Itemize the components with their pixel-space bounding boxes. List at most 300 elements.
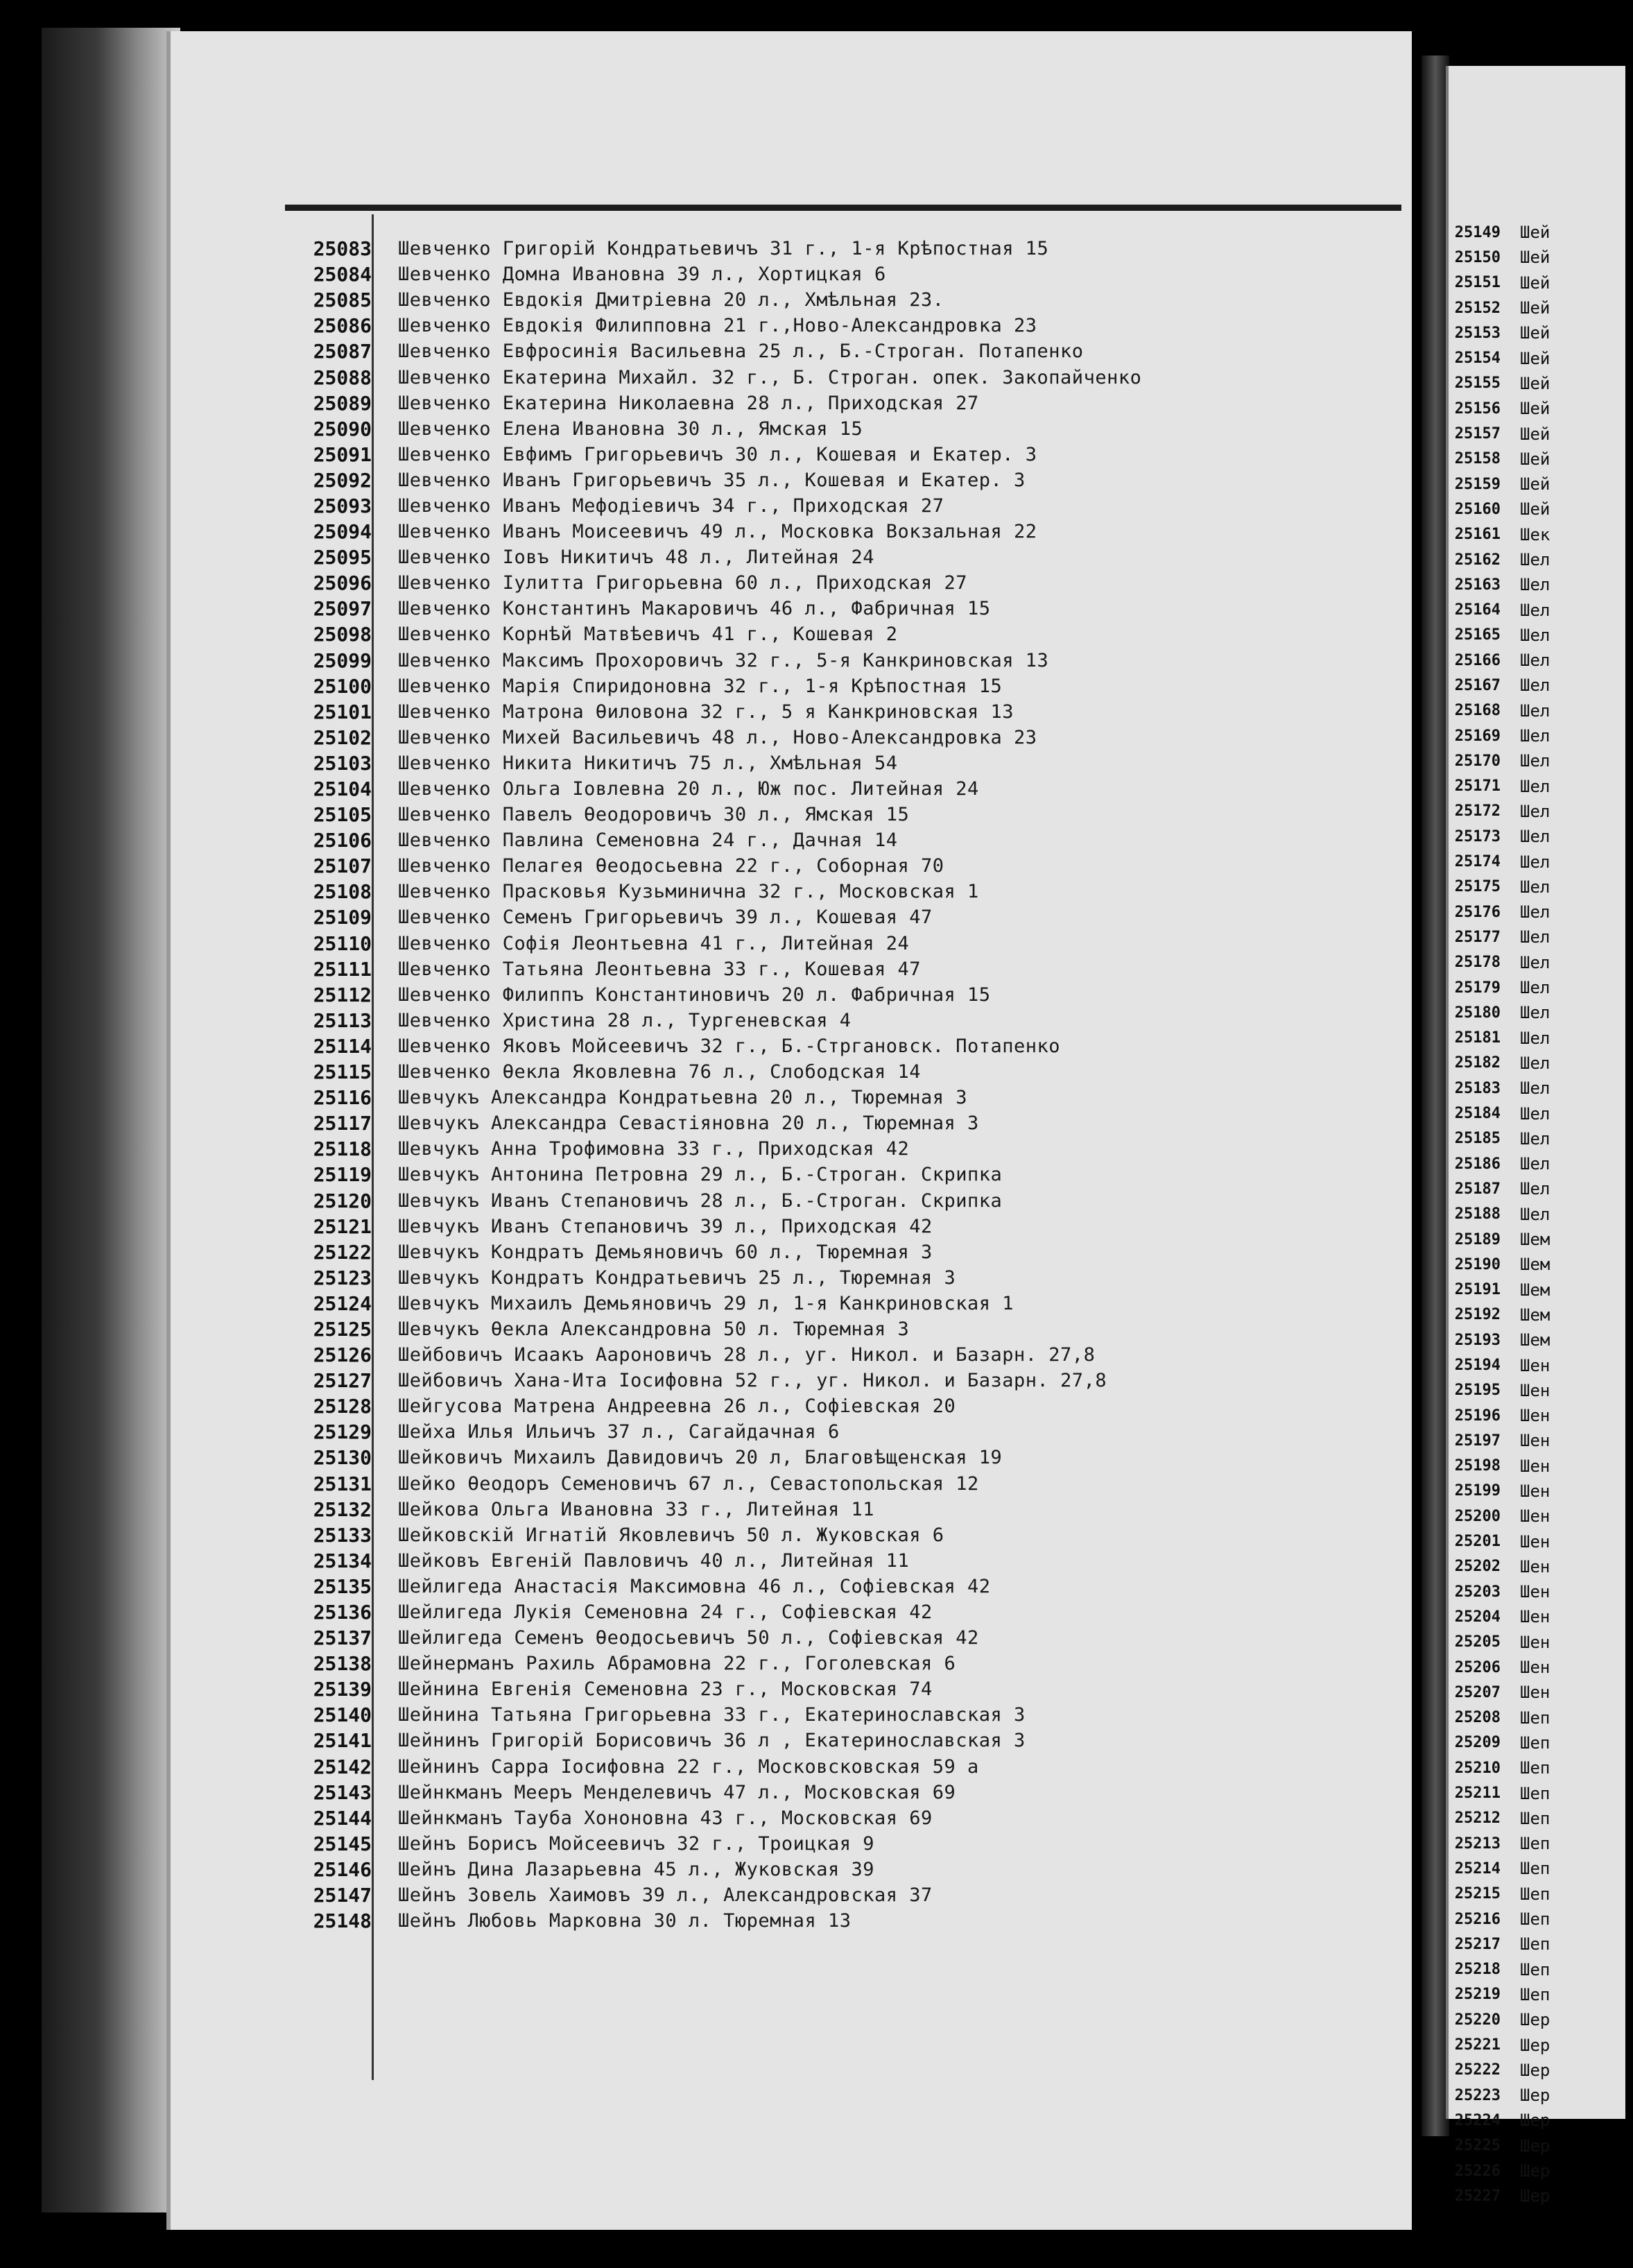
entry-number: 25115 — [313, 1060, 372, 1084]
next-entry-number: 25174 — [1454, 853, 1501, 871]
next-entry-text: Шел — [1520, 902, 1550, 922]
entry-number: 25084 — [313, 263, 372, 286]
next-page-row — [1449, 597, 1625, 622]
next-entry-number: 25189 — [1454, 1230, 1501, 1248]
next-entry-text: Шеп — [1520, 1859, 1550, 1879]
entry-text: Шевченко Павелъ Ѳеодоровичъ 30 л., Ямская 15 — [398, 804, 910, 826]
next-page-row — [1449, 2158, 1625, 2183]
listing-row — [285, 750, 1381, 776]
next-page-row — [1449, 1126, 1625, 1151]
next-entry-text: Шел — [1520, 852, 1550, 872]
listing-row — [285, 1136, 1381, 1162]
listing-row — [285, 1754, 1381, 1780]
entry-number: 25085 — [313, 289, 372, 312]
listing-row — [285, 1162, 1381, 1187]
next-page-row — [1449, 572, 1625, 597]
next-page-row — [1449, 723, 1625, 748]
next-entry-number: 25152 — [1454, 299, 1501, 317]
next-entry-number: 25204 — [1454, 1608, 1501, 1626]
entry-text: Шевченко Григорій Кондратьевичъ 31 г., 1-я Крѣпостная 15 — [398, 238, 1049, 260]
next-entry-text: Шел — [1520, 701, 1550, 721]
next-page-row — [1449, 2133, 1625, 2158]
listing-row — [285, 1882, 1381, 1908]
entry-number: 25123 — [313, 1266, 372, 1289]
next-entry-number: 25151 — [1454, 274, 1501, 292]
entry-number: 25127 — [313, 1369, 372, 1393]
next-entry-number: 25184 — [1454, 1105, 1501, 1123]
next-entry-text: Шел — [1520, 801, 1550, 821]
entry-number: 25094 — [313, 520, 372, 544]
next-entry-number: 25213 — [1454, 1835, 1501, 1853]
next-entry-number: 25198 — [1454, 1457, 1501, 1475]
entry-number: 25106 — [313, 829, 372, 852]
listing-row — [285, 467, 1381, 493]
next-entry-text: Шел — [1520, 651, 1550, 671]
listing-row — [285, 1857, 1381, 1882]
entry-text: Шейлигеда Семенъ Ѳеодосьевичъ 50 л., Софіевская 42 — [398, 1627, 979, 1649]
next-entry-text: Шел — [1520, 751, 1550, 771]
next-page-row — [1449, 925, 1625, 950]
next-page-row — [1449, 1831, 1625, 1856]
listing-row — [285, 287, 1381, 313]
next-entry-number: 25186 — [1454, 1155, 1501, 1173]
listing-row — [285, 1393, 1381, 1419]
entry-text: Шевченко Іовъ Никитичъ 48 л., Литейная 24 — [398, 547, 874, 569]
next-entry-text: Шек — [1520, 524, 1550, 544]
entry-text: Шейнъ Зовель Хаимовъ 39 л., Александровская 37 — [398, 1884, 933, 1907]
listing-row — [285, 1419, 1381, 1445]
entry-number: 25083 — [313, 237, 372, 261]
next-entry-number: 25168 — [1454, 702, 1501, 720]
next-entry-number: 25212 — [1454, 1810, 1501, 1828]
next-page-row — [1449, 1680, 1625, 1705]
next-entry-text: Шер — [1520, 2136, 1550, 2156]
next-entry-number: 25155 — [1454, 375, 1501, 393]
listing-row — [285, 776, 1381, 802]
next-entry-text: Шен — [1520, 1607, 1550, 1627]
next-entry-text: Шен — [1520, 1582, 1550, 1602]
next-page-row — [1449, 1806, 1625, 1831]
next-entry-number: 25192 — [1454, 1306, 1501, 1324]
next-page-row — [1449, 245, 1625, 270]
next-entry-text: Шер — [1520, 2035, 1550, 2055]
entry-text: Шевченко Домна Ивановна 39 л., Хортицкая 6 — [398, 264, 886, 286]
next-entry-number: 25173 — [1454, 827, 1501, 845]
next-entry-text: Шем — [1520, 1305, 1550, 1325]
entry-text: Шевченко Михей Васильевичъ 48 л., Ново-Александровка 23 — [398, 726, 1037, 748]
next-entry-number: 25210 — [1454, 1759, 1501, 1777]
next-entry-number: 25197 — [1454, 1432, 1501, 1450]
next-entry-text: Шел — [1520, 625, 1550, 645]
next-entry-text: Шел — [1520, 1079, 1550, 1099]
listing-row — [285, 648, 1381, 673]
listing-row — [285, 261, 1381, 287]
entry-text: Шевченко Павлина Семеновна 24 г., Дачная 14 — [398, 830, 898, 852]
entry-text: Шевчукъ Анна Трофимовна 33 г., Приходская 42 — [398, 1138, 910, 1160]
entry-number: 25111 — [313, 957, 372, 981]
listing-row — [285, 1497, 1381, 1522]
next-page-listing — [1449, 220, 1625, 2208]
next-entry-text: Шен — [1520, 1632, 1550, 1652]
listing-row — [285, 442, 1381, 467]
next-entry-number: 25225 — [1454, 2137, 1501, 2155]
entry-number: 25141 — [313, 1729, 372, 1753]
entry-text: Шевченко Никита Никитичъ 75 л., Хмѣльная 54 — [398, 752, 898, 774]
entry-text: Шевченко Татьяна Леонтьевна 33 г., Кошевая 47 — [398, 958, 921, 980]
entry-number: 25088 — [313, 366, 372, 389]
next-entry-text: Шел — [1520, 877, 1550, 897]
next-entry-text: Шен — [1520, 1481, 1550, 1501]
next-entry-text: Шей — [1520, 298, 1550, 318]
listing-row — [285, 570, 1381, 596]
entry-text: Шевченко Матрона Ѳиловона 32 г., 5 я Канкриновская 13 — [398, 701, 1014, 723]
next-entry-text: Шел — [1520, 575, 1550, 595]
listing-row — [285, 802, 1381, 827]
next-entry-number: 25218 — [1454, 1961, 1501, 1979]
listing-row — [285, 1316, 1381, 1342]
entry-text: Шевчукъ Ѳекла Александровна 50 л. Тюремная 3 — [398, 1318, 910, 1340]
next-page-row — [1449, 497, 1625, 522]
next-entry-text: Шел — [1520, 776, 1550, 796]
next-entry-text: Шеп — [1520, 1984, 1550, 2004]
next-page-row — [1449, 824, 1625, 849]
next-page-row — [1449, 950, 1625, 975]
listing-row — [285, 673, 1381, 699]
entry-text: Шевченко Прасковья Кузьминична 32 г., Московская 1 — [398, 881, 979, 903]
next-entry-number: 25227 — [1454, 2187, 1501, 2205]
next-entry-text: Шен — [1520, 1531, 1550, 1552]
next-page-row — [1449, 2058, 1625, 2083]
next-entry-number: 25195 — [1454, 1382, 1501, 1400]
next-entry-text: Шер — [1520, 2086, 1550, 2106]
next-entry-number: 25211 — [1454, 1785, 1501, 1803]
next-entry-text: Шен — [1520, 1683, 1550, 1703]
next-page-row — [1449, 396, 1625, 421]
next-entry-text: Шел — [1520, 1028, 1550, 1048]
listing-row — [285, 1214, 1381, 1239]
entry-number: 25139 — [313, 1678, 372, 1701]
entry-text: Шевченко Семенъ Григорьевичъ 39 л., Кошевая 47 — [398, 907, 933, 929]
listing-row — [285, 1342, 1381, 1368]
entry-number: 25101 — [313, 700, 372, 723]
entry-text: Шевчукъ Антонина Петровна 29 л., Б.-Строган. Скрипка — [398, 1164, 1003, 1186]
next-entry-text: Шем — [1520, 1255, 1550, 1275]
next-entry-text: Шен — [1520, 1556, 1550, 1577]
next-entry-text: Шен — [1520, 1506, 1550, 1527]
entry-number: 25086 — [313, 314, 372, 338]
next-page-row — [1449, 1755, 1625, 1780]
next-entry-number: 25203 — [1454, 1583, 1501, 1601]
listing-row — [285, 931, 1381, 956]
entry-text: Шейлигеда Анастасія Максимовна 46 л., Софіевская 42 — [398, 1575, 991, 1597]
next-entry-number: 25208 — [1454, 1709, 1501, 1727]
entry-text: Шевченко Екатерина Михайл. 32 г., Б. Строган. опек. Закопайченко — [398, 366, 1142, 388]
listing-row — [285, 1445, 1381, 1470]
entry-number: 25102 — [313, 725, 372, 749]
next-entry-text: Шеп — [1520, 1783, 1550, 1803]
next-page-row — [1449, 2083, 1625, 2108]
next-entry-number: 25163 — [1454, 576, 1501, 594]
next-page-row — [1449, 1982, 1625, 2007]
next-entry-number: 25179 — [1454, 979, 1501, 997]
listing-row — [285, 1908, 1381, 1934]
next-entry-number: 25175 — [1454, 878, 1501, 896]
entry-text: Шейнъ Борисъ Мойсеевичъ 32 г., Троицкая 9 — [398, 1832, 874, 1855]
listing-row — [285, 982, 1381, 1008]
listing-row — [285, 596, 1381, 621]
next-entry-text: Шер — [1520, 2161, 1550, 2181]
entry-text: Шевченко Елена Ивановна 30 л., Ямская 15 — [398, 418, 863, 440]
next-page-row — [1449, 623, 1625, 648]
next-page-row — [1449, 1026, 1625, 1051]
next-page-row — [1449, 472, 1625, 497]
entry-text: Шевчукъ Михаилъ Демьяновичъ 29 л, 1-я Канкриновская 1 — [398, 1292, 1014, 1314]
entry-number: 25136 — [313, 1601, 372, 1624]
entry-text: Шейгусова Матрена Андреевна 26 л., Софіевская 20 — [398, 1395, 956, 1418]
next-page-row — [1449, 295, 1625, 320]
next-entry-text: Шеп — [1520, 1808, 1550, 1828]
next-page-row — [1449, 421, 1625, 446]
next-page-row — [1449, 270, 1625, 295]
entry-text: Шейнкманъ Мееръ Менделевичъ 47 л., Московская 69 — [398, 1781, 956, 1803]
next-page-row — [1449, 1529, 1625, 1554]
next-entry-text: Шеп — [1520, 1959, 1550, 1979]
next-page-row — [1449, 975, 1625, 1000]
next-page-row — [1449, 345, 1625, 370]
listing-row — [285, 1831, 1381, 1857]
next-page-row — [1449, 875, 1625, 900]
next-entry-text: Шеп — [1520, 1708, 1550, 1728]
entry-number: 25134 — [313, 1549, 372, 1572]
next-page-row — [1449, 1579, 1625, 1604]
next-entry-number: 25177 — [1454, 928, 1501, 946]
entry-number: 25098 — [313, 623, 372, 646]
next-entry-text: Шел — [1520, 1154, 1550, 1174]
next-page-row — [1449, 2007, 1625, 2032]
entry-text: Шевчукъ Иванъ Степановичъ 28 л., Б.-Строган. Скрипка — [398, 1189, 1003, 1212]
listing-row — [285, 879, 1381, 904]
next-entry-text: Шеп — [1520, 1758, 1550, 1778]
next-page-row — [1449, 1428, 1625, 1453]
entry-text: Шевченко Евдокія Филипповна 21 г.,Ново-Александровка 23 — [398, 315, 1037, 337]
next-entry-text: Шен — [1520, 1658, 1550, 1678]
listing-row — [285, 1702, 1381, 1728]
entry-text: Шейнъ Дина Лазарьевна 45 л., Жуковская 39 — [398, 1858, 874, 1880]
next-entry-text: Шел — [1520, 1053, 1550, 1073]
next-entry-number: 25160 — [1454, 500, 1501, 518]
listing-row — [285, 1008, 1381, 1033]
listing-row — [285, 956, 1381, 982]
entry-text: Шевченко Евфросинія Васильевна 25 л., Б.-Строган. Потапенко — [398, 341, 1084, 363]
next-page-row — [1449, 799, 1625, 824]
listing-row — [285, 1239, 1381, 1265]
entry-number: 25109 — [313, 906, 372, 929]
entry-text: Шевчукъ Иванъ Степановичъ 39 л., Приходская 42 — [398, 1215, 933, 1237]
next-page-row — [1449, 900, 1625, 925]
next-page-row — [1449, 1303, 1625, 1328]
next-entry-text: Шел — [1520, 726, 1550, 746]
next-entry-text: Шей — [1520, 248, 1550, 268]
listing-row — [285, 1574, 1381, 1599]
next-entry-number: 25158 — [1454, 450, 1501, 468]
listing-row — [285, 313, 1381, 338]
next-page-row — [1449, 1730, 1625, 1755]
next-entry-number: 25206 — [1454, 1658, 1501, 1676]
next-page-row — [1449, 1352, 1625, 1377]
entry-number: 25142 — [313, 1755, 372, 1778]
entry-text: Шейнинъ Григорій Борисовичъ 36 л , Екатеринославская 3 — [398, 1730, 1026, 1752]
next-entry-number: 25167 — [1454, 676, 1501, 694]
next-entry-number: 25154 — [1454, 350, 1501, 368]
entry-number: 25105 — [313, 803, 372, 827]
next-entry-number: 25150 — [1454, 248, 1501, 266]
listing-row — [285, 1291, 1381, 1316]
next-entry-number: 25207 — [1454, 1683, 1501, 1701]
next-page-row — [1449, 447, 1625, 472]
entry-text: Шевченко Пелагея Ѳеодосьевна 22 г., Соборная 70 — [398, 855, 944, 877]
next-entry-number: 25223 — [1454, 2086, 1501, 2104]
entry-text: Шейлигеда Лукія Семеновна 24 г., Софіевская 42 — [398, 1601, 933, 1624]
listing-row — [285, 1780, 1381, 1805]
listing-row — [285, 236, 1381, 261]
next-page-row — [1449, 1378, 1625, 1403]
entry-number: 25116 — [313, 1086, 372, 1110]
next-entry-number: 25176 — [1454, 903, 1501, 921]
entry-number: 25131 — [313, 1472, 372, 1495]
entry-text: Шевченко Ольга Іовлевна 20 л., Юж пос. Литейная 24 — [398, 778, 979, 800]
next-entry-number: 25209 — [1454, 1734, 1501, 1752]
entry-number: 25148 — [313, 1909, 372, 1933]
next-page-row — [1449, 220, 1625, 245]
listing-row — [285, 725, 1381, 750]
entry-text: Шевчукъ Александра Севастіяновна 20 л., Тюремная 3 — [398, 1112, 979, 1135]
next-page-row — [1449, 1504, 1625, 1529]
entry-text: Шевченко Иванъ Моисеевичъ 49 л., Московка Вокзальная 22 — [398, 521, 1037, 543]
next-entry-number: 25181 — [1454, 1029, 1501, 1047]
next-entry-number: 25180 — [1454, 1004, 1501, 1022]
next-entry-text: Шер — [1520, 2060, 1550, 2080]
next-entry-text: Шем — [1520, 1330, 1550, 1350]
next-page-row — [1449, 1101, 1625, 1126]
next-page-edge — [1446, 66, 1625, 2206]
next-entry-text: Шер — [1520, 2010, 1550, 2030]
next-page-row — [1449, 1277, 1625, 1302]
next-entry-number: 25172 — [1454, 802, 1501, 821]
next-entry-number: 25216 — [1454, 1910, 1501, 1928]
next-entry-text: Шен — [1520, 1431, 1550, 1451]
listing-row — [285, 1368, 1381, 1393]
entry-text: Шевченко Софія Леонтьевна 41 г., Литейная 24 — [398, 932, 910, 954]
next-entry-text: Шел — [1520, 927, 1550, 947]
next-entry-number: 25194 — [1454, 1357, 1501, 1374]
entry-number: 25110 — [313, 931, 372, 955]
entry-text: Шевченко Иванъ Мефодіевичъ 34 г., Приходская 27 — [398, 495, 944, 517]
next-entry-text: Шей — [1520, 424, 1550, 444]
page-gutter-shadow — [1422, 55, 1449, 2136]
next-entry-number: 25183 — [1454, 1079, 1501, 1097]
next-page-row — [1449, 2108, 1625, 2133]
entry-text: Шейнъ Любовь Марковна 30 л. Тюремная 13 — [398, 1910, 852, 1932]
entry-number: 25113 — [313, 1008, 372, 1032]
entry-number: 25093 — [313, 494, 372, 517]
entry-text: Шевченко Максимъ Прохоровичъ 32 г., 5-я Канкриновская 13 — [398, 649, 1049, 671]
entry-number: 25092 — [313, 468, 372, 492]
next-page-row — [1449, 673, 1625, 698]
entry-number: 25117 — [313, 1112, 372, 1135]
entry-number: 25145 — [313, 1832, 372, 1855]
next-entry-number: 25205 — [1454, 1633, 1501, 1651]
entry-number: 25143 — [313, 1780, 372, 1804]
next-entry-number: 25214 — [1454, 1859, 1501, 1878]
next-page-row — [1449, 1655, 1625, 1680]
next-entry-text: Шел — [1520, 600, 1550, 620]
next-entry-number: 25196 — [1454, 1407, 1501, 1425]
next-page-row — [1449, 2183, 1625, 2208]
next-page-row — [1449, 648, 1625, 673]
next-page-row — [1449, 698, 1625, 723]
next-entry-text: Шер — [1520, 2111, 1550, 2131]
entry-text: Шейнерманъ Рахиль Абрамовна 22 г., Гоголевская 6 — [398, 1653, 956, 1675]
entry-number: 25133 — [313, 1523, 372, 1547]
entry-number: 25107 — [313, 854, 372, 878]
next-entry-text: Шер — [1520, 2186, 1550, 2206]
listing-row — [285, 1471, 1381, 1497]
entry-text: Шевченко Константинъ Макаровичъ 46 л., Фабричная 15 — [398, 598, 991, 620]
listing-row — [285, 493, 1381, 519]
next-entry-text: Шеп — [1520, 1834, 1550, 1854]
next-page-row — [1449, 1151, 1625, 1176]
next-entry-number: 25161 — [1454, 526, 1501, 544]
entry-number: 25146 — [313, 1857, 372, 1881]
next-entry-text: Шей — [1520, 273, 1550, 293]
entry-text: Шейнинъ Сарра Іосифовна 22 г., Московсковская 59 а — [398, 1755, 979, 1778]
listing-row — [285, 699, 1381, 725]
entry-number: 25104 — [313, 778, 372, 801]
next-entry-number: 25201 — [1454, 1533, 1501, 1551]
next-entry-text: Шем — [1520, 1280, 1550, 1300]
listing-row — [285, 1187, 1381, 1213]
entry-number: 25138 — [313, 1652, 372, 1676]
next-page-row — [1449, 1604, 1625, 1629]
header-rule — [285, 205, 1401, 211]
next-entry-number: 25221 — [1454, 2036, 1501, 2054]
entry-number: 25129 — [313, 1420, 372, 1444]
entry-number: 25114 — [313, 1034, 372, 1058]
next-page-row — [1449, 1856, 1625, 1881]
next-entry-number: 25220 — [1454, 2011, 1501, 2029]
listing-row — [285, 1522, 1381, 1548]
next-page-row — [1449, 1252, 1625, 1277]
next-entry-number: 25156 — [1454, 400, 1501, 418]
next-entry-number: 25169 — [1454, 727, 1501, 745]
next-page-row — [1449, 1907, 1625, 1932]
next-entry-text: Шей — [1520, 348, 1550, 368]
next-entry-text: Шеп — [1520, 1934, 1550, 1955]
next-entry-number: 25215 — [1454, 1885, 1501, 1903]
entry-number: 25097 — [313, 597, 372, 621]
entry-number: 25135 — [313, 1574, 372, 1598]
next-entry-number: 25217 — [1454, 1935, 1501, 1953]
next-entry-text: Шел — [1520, 1103, 1550, 1124]
entry-number: 25119 — [313, 1163, 372, 1187]
next-entry-text: Шел — [1520, 827, 1550, 847]
listing-row — [285, 853, 1381, 879]
listing-row — [285, 1651, 1381, 1676]
entry-text: Шевченко Христина 28 л., Тургеневская 4 — [398, 1009, 852, 1031]
next-page-row — [1449, 1630, 1625, 1655]
next-entry-text: Шел — [1520, 1128, 1550, 1149]
entry-number: 25087 — [313, 340, 372, 363]
